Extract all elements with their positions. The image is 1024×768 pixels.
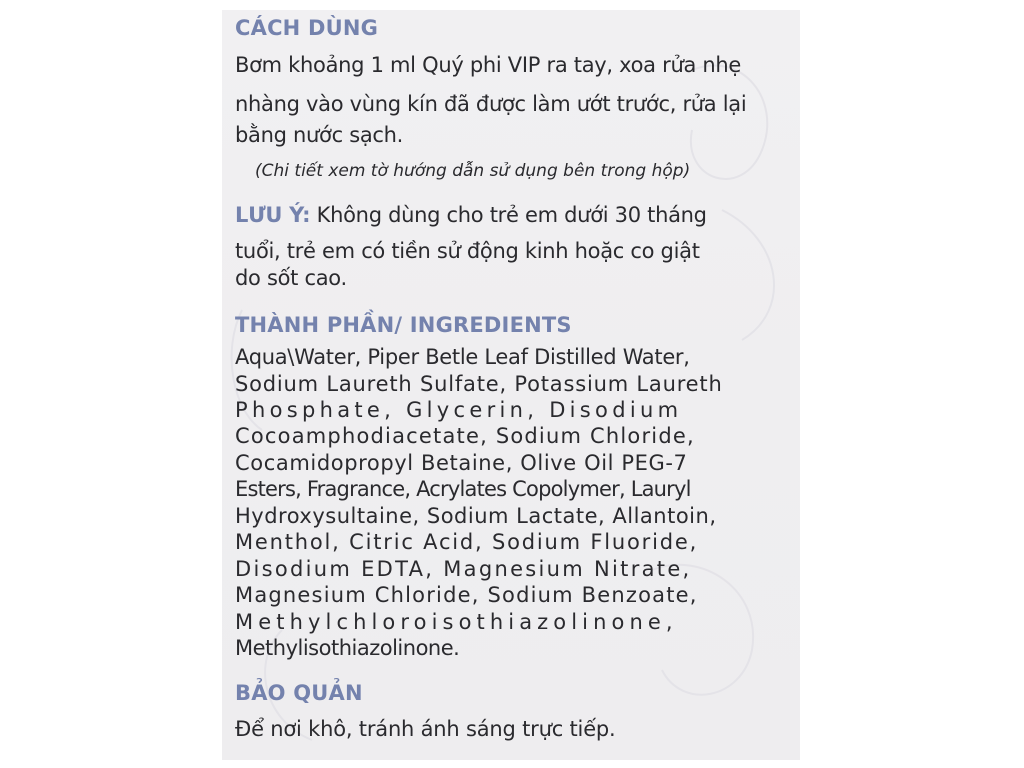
usage-line-3: bằng nước sạch. <box>235 123 404 147</box>
ingredient-line-4: Cocoamphodiacetate, Sodium Chloride, <box>235 424 695 448</box>
product-label-panel <box>222 10 800 760</box>
ingredient-line-10: Magnesium Chloride, Sodium Benzoate, <box>235 583 698 607</box>
storage-line: Để nơi khô, tránh ánh sáng trực tiếp. <box>235 717 616 741</box>
warning-line-2: tuổi, trẻ em có tiền sử động kinh hoặc co giật <box>235 239 700 263</box>
storage-heading: BẢO QUẢN <box>235 681 363 705</box>
warning-line-3: do sốt cao. <box>235 266 347 290</box>
ingredient-line-3: Phosphate, Glycerin, Disodium <box>235 398 683 422</box>
warning-line-1 <box>235 202 707 228</box>
ingredient-line-8: Menthol, Citric Acid, Sodium Fluoride, <box>235 530 699 554</box>
usage-line-1: Bơm khoảng 1 ml Quý phi VIP ra tay, xoa rửa nhẹ <box>235 53 742 77</box>
warning-heading: LƯU Ý: <box>235 203 311 227</box>
ingredient-line-12: Methylisothiazolinone. <box>235 636 460 660</box>
usage-note: (Chi tiết xem tờ hướng dẫn sử dụng bên trong hộp) <box>255 161 691 181</box>
ingredient-line-11: Methylchloroisothiazolinone, <box>235 610 678 634</box>
ingredient-line-2: Sodium Laureth Sulfate, Potassium Laureth <box>235 372 723 396</box>
ingredient-line-1: Aqua\Water, Piper Betle Leaf Distilled Water, <box>235 345 690 369</box>
ingredient-line-7: Hydroxysultaine, Sodium Lactate, Allantoin, <box>235 504 717 528</box>
ingredient-line-5: Cocamidopropyl Betaine, Olive Oil PEG-7 <box>235 451 688 475</box>
ingredient-line-6: Esters, Fragrance, Acrylates Copolymer, Lauryl <box>235 477 691 501</box>
usage-line-2: nhàng vào vùng kín đã được làm ướt trước, rửa lại <box>235 92 747 116</box>
ingredient-line-9: Disodium EDTA, Magnesium Nitrate, <box>235 557 692 581</box>
warning-first-line-text: Không dùng cho trẻ em dưới 30 tháng <box>310 203 707 227</box>
ingredients-heading: THÀNH PHẦN/ INGREDIENTS <box>235 313 572 337</box>
usage-heading: CÁCH DÙNG <box>235 16 379 40</box>
